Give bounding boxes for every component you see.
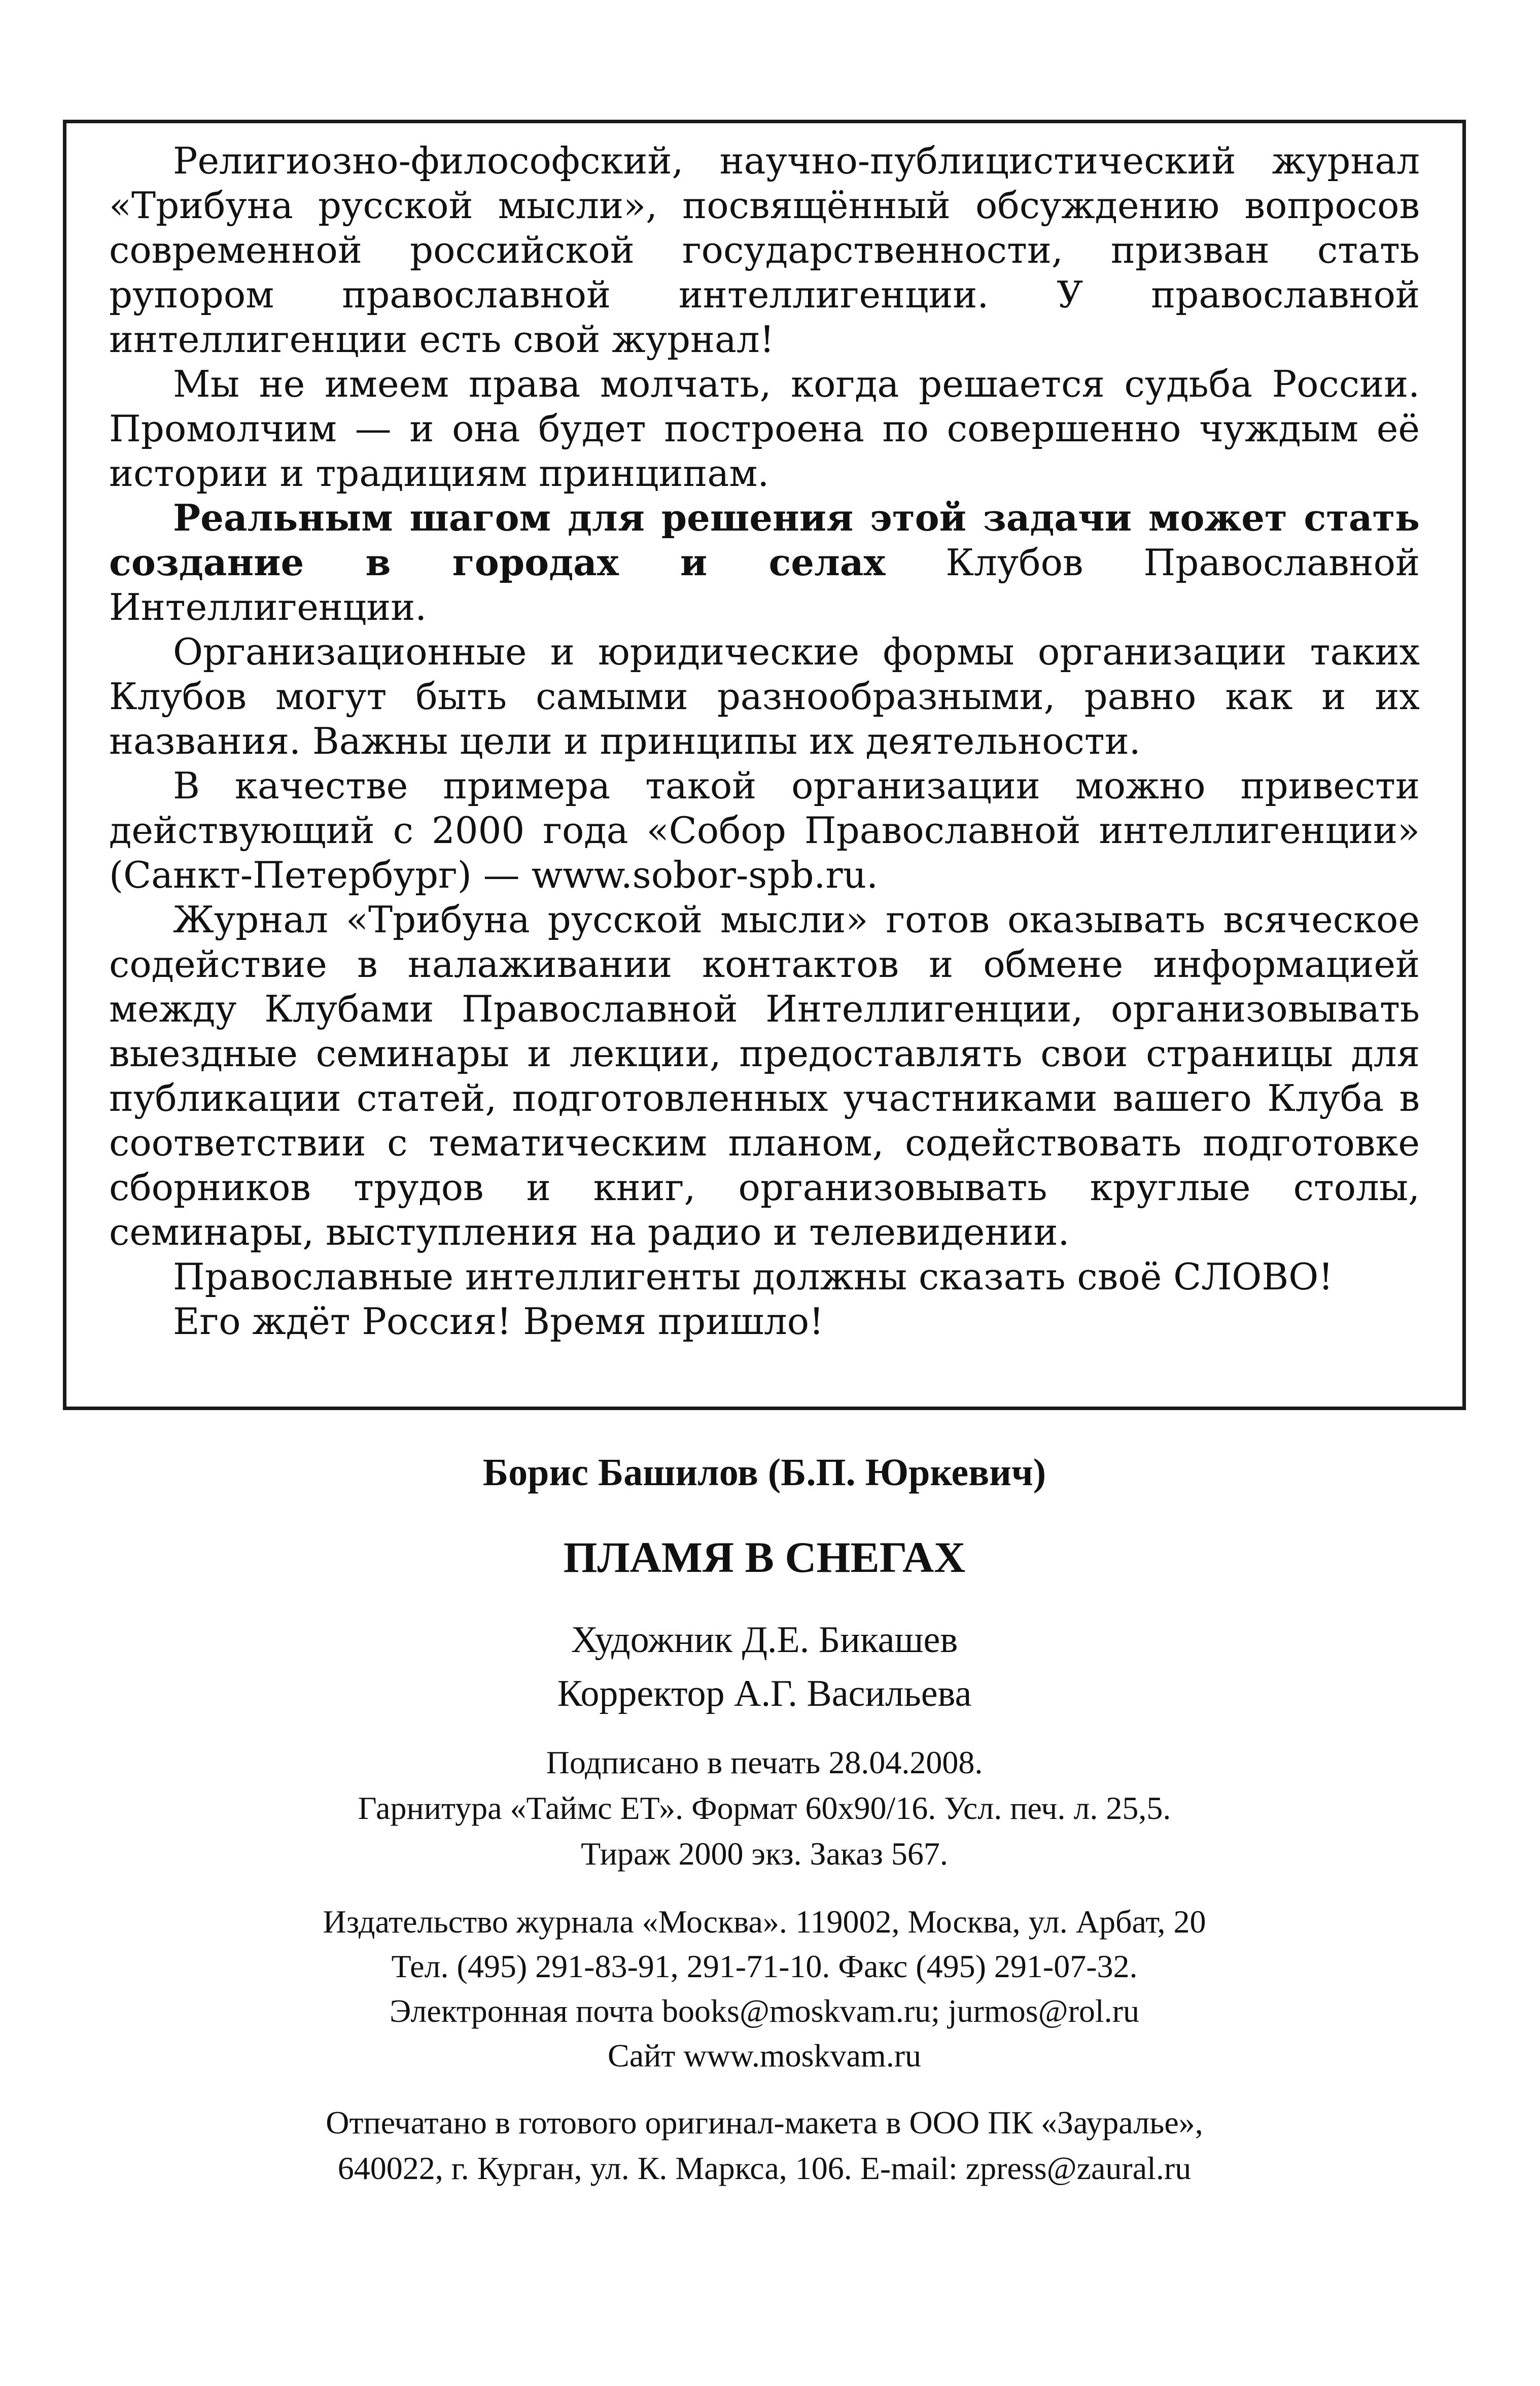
corrector-credit: Корректор А.Г. Васильева <box>557 1673 972 1714</box>
book-author: Борис Башилов (Б.П. Юркевич) <box>482 1451 1046 1494</box>
book-title: ПЛАМЯ В СНЕГАХ <box>563 1533 966 1582</box>
announcement-bold-phrase: Реальным шагом для решения этой задачи может стать создание в городах и селах <box>109 496 1420 584</box>
announcement-phrase-rest: Клубов Православной Интеллигенции. <box>109 541 1420 628</box>
announcement-paragraph-2: Мы не имеем права молчать, когда решается судьба России. Промолчим — и она будет построена по совершенно чуждым её истории и традициям принципам. <box>109 363 1420 495</box>
publisher-phone: Тел. (495) 291-83-91, 291-71-10. Факс (495) 291-07-32. <box>391 1948 1138 1984</box>
publisher-site: Сайт www.moskvam.ru <box>608 2038 921 2074</box>
publisher-email: Электронная почта books@moskvam.ru; jurmos@rol.ru <box>390 1993 1139 2029</box>
format-info: Гарнитура «Таймс ЕТ». Формат 60x90/16. Усл. печ. л. 25,5. <box>358 1790 1171 1826</box>
publisher-address: Издательство журнала «Москва». 119002, Москва, ул. Арбат, 20 <box>323 1904 1206 1940</box>
announcement-box <box>63 120 1466 1410</box>
print-info-block <box>63 1740 1466 1877</box>
announcement-paragraph-6: Журнал «Трибуна русской мысли» готов оказывать всяческое содействие в налаживании контактов и обмене информацией между Клубами Православной Интеллигенции, организовывать выездные семинары и лекции, предоставлять свои страницы для публикации статей, подготовленных участниками вашего Клуба в соответствии с тематическим планом, содействовать подготовке сборников трудов и книг, организовывать круглые столы, семинары, выступления на радио и телевидении. <box>109 898 1420 1253</box>
announcement-paragraph-4: Организационные и юридические формы организации таких Клубов могут быть самыми разнообразными, равно как и их названия. Важны цели и принципы их деятельности. <box>109 630 1420 762</box>
printer-name: Отпечатано в готового оригинал-макета в ООО ПК «Зауралье», <box>326 2104 1203 2141</box>
announcement-paragraph-1: Религиозно-философский, научно-публицистический журнал «Трибуна русской мысли», посвящённый обсуждению вопросов современной российской государственности, призван стать рупором православной интеллигенции. У православной интеллигенции есть свой журнал! <box>109 139 1420 361</box>
signed-date: Подписано в печать 28.04.2008. <box>546 1744 983 1780</box>
printer-block <box>63 2100 1466 2191</box>
publisher-block <box>63 1900 1466 2078</box>
print-run: Тираж 2000 экз. Заказ 567. <box>581 1836 948 1872</box>
announcement-paragraph-8: Его ждёт Россия! Время пришло! <box>173 1300 824 1343</box>
credits-block <box>63 1613 1466 1721</box>
announcement-paragraph-7: Православные интеллигенты должны сказать своё СЛОВО! <box>173 1255 1334 1298</box>
announcement-paragraph-5: В качестве примера такой организации можно привести действующий с 2000 года «Собор Православной интеллигенции» (Санкт-Петербург) — www.sobor-spb.ru. <box>109 764 1420 896</box>
printer-address: 640022, г. Курган, ул. К. Маркса, 106. E-mail: zpress@zaural.ru <box>337 2150 1192 2186</box>
announcement-paragraph-3 <box>109 496 1420 629</box>
artist-credit: Художник Д.Е. Бикашев <box>571 1619 958 1661</box>
